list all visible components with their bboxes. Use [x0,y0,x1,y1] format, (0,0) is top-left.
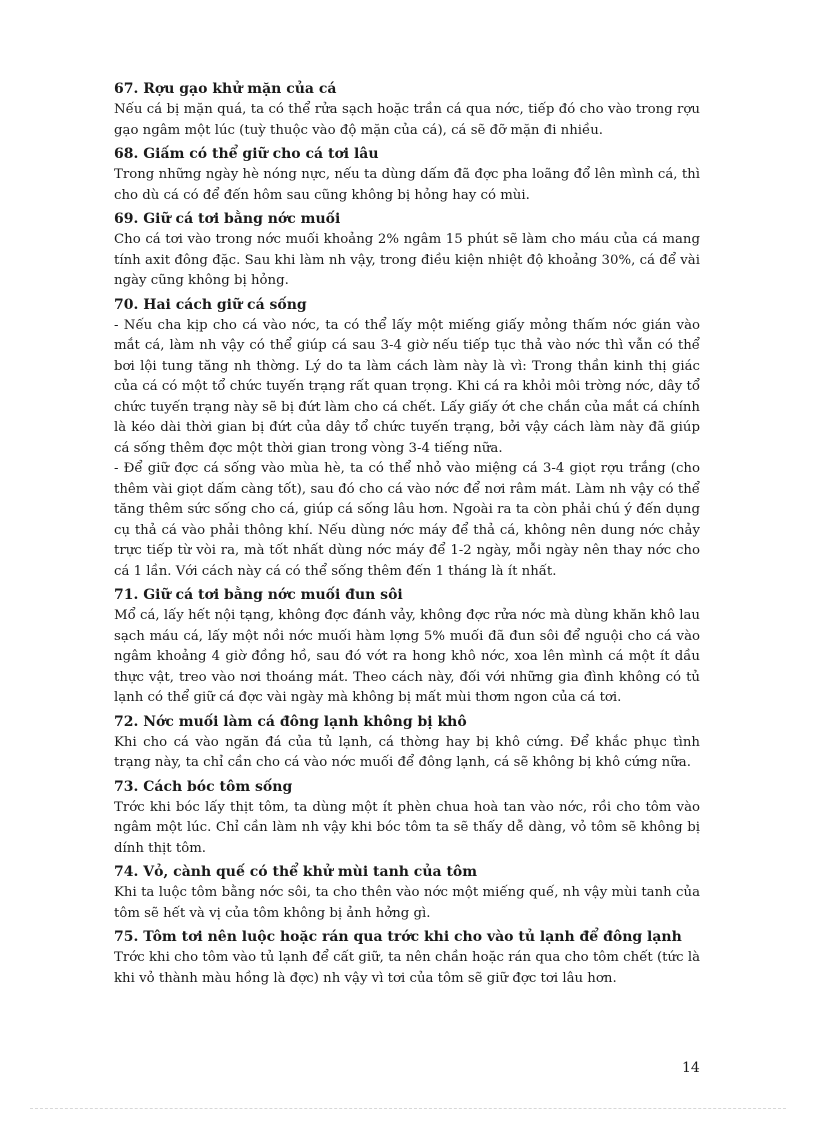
section-heading: 72. Nớc muối làm cá đông lạnh không bị khô [114,713,467,730]
section-heading: 73. Cách bóc tôm sống [114,778,293,795]
section [114,208,700,292]
page-content [114,78,700,991]
section-heading: 75. Tôm tơi nên luộc hoặc rán qua trớc khi cho vào tủ lạnh để đông lạnh [114,929,682,945]
section [114,861,700,924]
page-number: 14 [682,1060,700,1076]
section [114,584,700,709]
section-paragraph: Cho cá tơi vào trong nớc muối khoảng 2% ngâm 15 phút sẽ làm cho máu của cá mang tính axit đông đặc. Sau khi làm nh vậy, trong điều kiện nhiệt độ khoảng 30%, cá để vài ngày cũng không bị hỏng. [114,232,700,288]
section-paragraph: Trớc khi bóc lấy thịt tôm, ta dùng một ít phèn chua hoà tan vào nớc, rồi cho tôm vào ngâm một lúc. Chỉ cần làm nh vậy khi bóc tôm ta sẽ thấy dễ dàng, vỏ tôm sẽ không bị dính thịt tôm. [114,799,700,856]
section-paragraph: - Nếu cha kịp cho cá vào nớc, ta có thể lấy một miếng giấy mỏng thấm nớc gián vào mắt cá, làm nh vậy có thể giúp cá sau 3-4 giờ nếu tiếp tục thả vào nớc thì vẫn có thể bơi lội tung tăng nh thờng. Lý do ta làm cách làm này là vì: Trong thần kinh thị giác của cá có một tổ chức tuyến trạng rất quan trọng. Khi cá ra khỏi môi trờng nớc, dây tổ chức tuyến trạng này sẽ bị đứt làm cho cá chết. Lấy giấy ớt che chắn của mắt cá chính là kéo dài thời gian bị đứt của dây tổ chức tuyến trạng, bởi vậy cách làm này đã giúp cá sống thêm đợc một thời gian trong vòng 3-4 tiếng nữa. [114,317,700,456]
section-heading: 67. Rợu gạo khử mặn của cá [114,81,337,97]
section-paragraph: Nếu cá bị mặn quá, ta có thể rửa sạch hoặc trần cá qua nớc, tiếp đó cho vào trong rợu gạo ngâm một lúc (tuỳ thuộc vào độ mặn của cá), cá sẽ đỡ mặn đi nhiều. [114,102,700,138]
section-paragraph: Khi ta luộc tôm bằng nớc sôi, ta cho thên vào nớc một miếng quế, nh vậy mùi tanh của tôm sẽ hết và vị của tôm không bị ảnh hởng gì. [114,885,700,921]
section-heading: 74. Vỏ, cành quế có thể khử mùi tanh của tôm [114,864,478,880]
section [114,143,700,206]
page-bottom-rule [30,1108,786,1109]
section [114,711,700,774]
section [114,776,700,860]
section-heading: 70. Hai cách giữ cá sống [114,296,307,313]
section-paragraph: Khi cho cá vào ngăn đá của tủ lạnh, cá thờng hay bị khô cứng. Để khắc phục tình trạng này, ta chỉ cần cho cá vào nớc muối để đông lạnh, cá sẽ không bị khô cứng nữa. [114,734,700,770]
section [114,78,700,141]
section-heading: 68. Giấm có thể giữ cho cá tơi lâu [114,146,379,162]
section-paragraph: Mổ cá, lấy hết nội tạng, không đợc đánh vảy, không đợc rửa nớc mà dùng khăn khô lau sạch máu cá, lấy một nồi nớc muối hàm lợng 5% muối đã đun sôi để nguội cho cá vào ngâm khoảng 4 giờ đồng hồ, sau đó vớt ra hong khô nớc, xoa lên mình cá một ít dầu thực vật, treo vào nơi thoáng mát. Theo cách này, đối với những gia đình không có tủ lạnh có thể giữ cá đợc vài ngày mà không bị mất mùi thơm ngon của cá tơi. [114,608,700,705]
section [114,926,700,989]
section-heading: 69. Giữ cá tơi bằng nớc muối [114,211,341,227]
section-paragraph: Trớc khi cho tôm vào tủ lạnh để cất giữ, ta nên chần hoặc rán qua cho tôm chết (tức là khi vỏ thành màu hồng là đợc) nh vậy vì tơi của tôm sẽ giữ đợc tơi lâu hơn. [114,950,700,986]
section [114,294,700,583]
section-paragraph: Trong những ngày hè nóng nực, nếu ta dùng dấm đã đợc pha loãng đổ lên mình cá, thì cho dù cá có để đến hôm sau cũng không bị hỏng hay có mùi. [114,167,700,203]
section-paragraph: - Để giữ đợc cá sống vào mùa hè, ta có thể nhỏ vào miệng cá 3-4 giọt rợu trắng (cho thêm vài giọt dấm càng tốt), sau đó cho cá vào nớc để nơi râm mát. Làm nh vậy có thể tăng thêm sức sống cho cá, giúp cá sống lâu hơn. Ngoài ra ta còn phải chú ý đến dụng cụ thả cá vào phải thông khí. Nếu dùng nớc máy để thả cá, không nên dung nớc chảy trực tiếp từ vòi ra, mà tốt nhất dùng nớc máy để 1-2 ngày, mỗi ngày nên thay nớc cho cá 1 lần. Với cách này cá có thể sống thêm đến 1 tháng là ít nhất. [114,461,700,579]
section-heading: 71. Giữ cá tơi bằng nớc muối đun sôi [114,587,403,603]
